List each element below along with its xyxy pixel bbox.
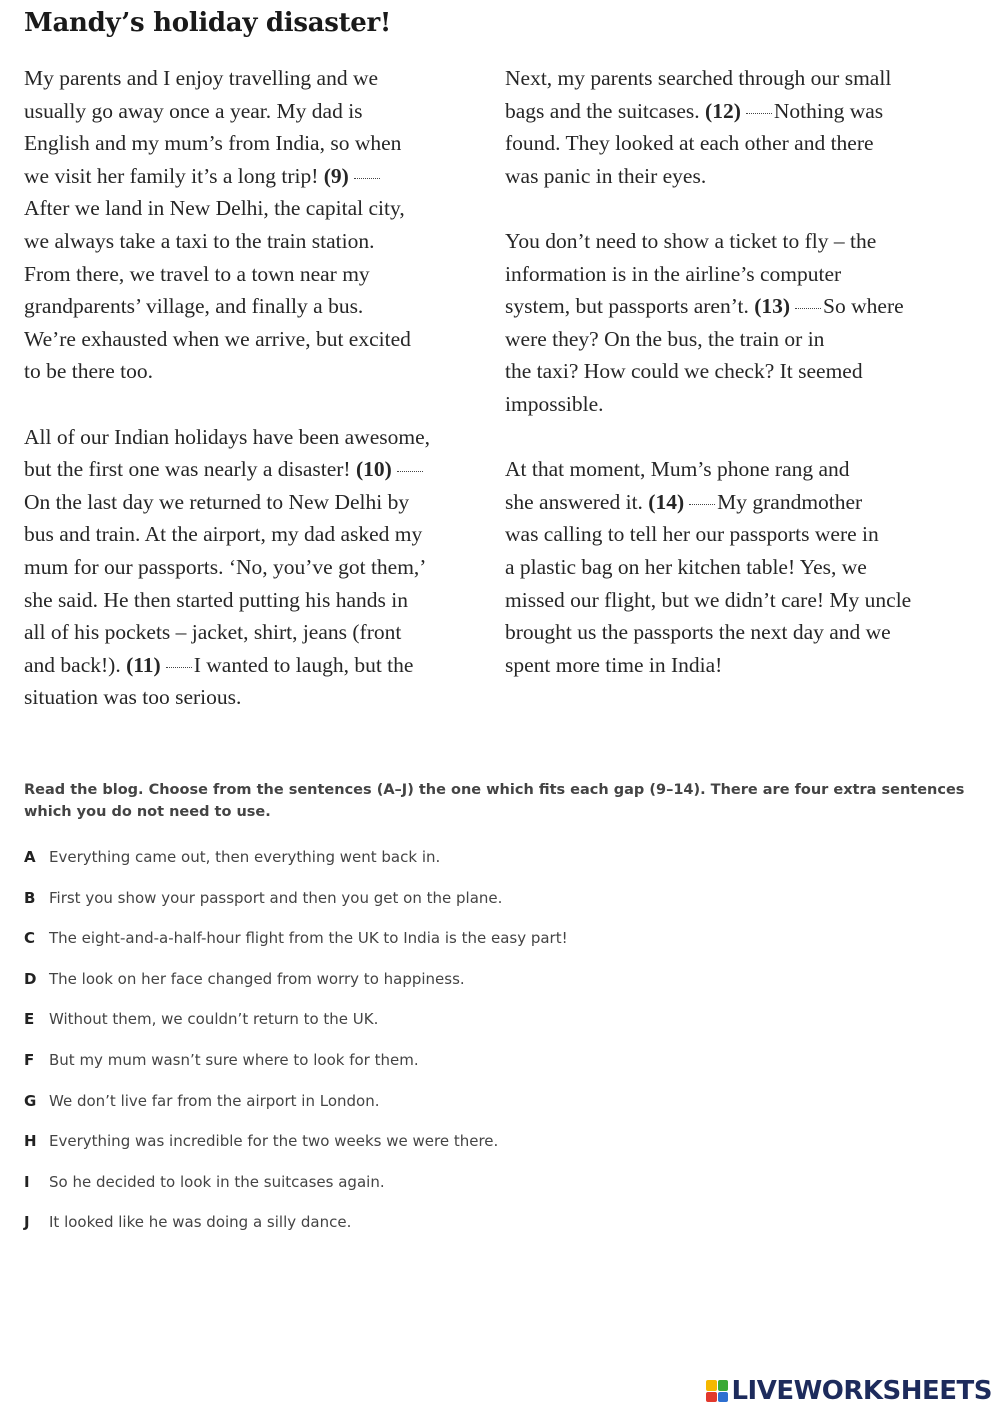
gap-number: (9) bbox=[323, 163, 349, 188]
option-text: Without them, we couldn’t return to the UK. bbox=[49, 1010, 379, 1029]
article-line: Next, my parents searched through our small bbox=[505, 66, 892, 90]
answer-option bbox=[24, 1090, 568, 1131]
option-text: We don’t live far from the airport in London. bbox=[49, 1091, 380, 1110]
article-line: At that moment, Mum’s phone rang and bbox=[505, 457, 850, 482]
article-line: usually go away once a year. My dad is bbox=[24, 98, 363, 123]
option-letter: A bbox=[24, 848, 36, 866]
article-line: You don’t need to show a ticket to fly – the bbox=[505, 228, 877, 253]
article-line: impossible. bbox=[505, 391, 604, 416]
gap-blank[interactable] bbox=[354, 177, 380, 179]
article-left-column bbox=[24, 62, 484, 746]
answer-option bbox=[24, 968, 568, 1009]
article-line bbox=[24, 160, 484, 193]
article-paragraph bbox=[505, 62, 975, 192]
article-line: After we land in New Delhi, the capital city, bbox=[24, 196, 405, 221]
article-line: a plastic bag on her kitchen table! Yes, we bbox=[505, 554, 867, 579]
line-text: Nothing was bbox=[773, 98, 884, 123]
answer-options-list bbox=[24, 846, 568, 1252]
option-text: So he decided to look in the suitcases again. bbox=[49, 1172, 385, 1191]
article-line bbox=[505, 486, 975, 519]
line-text: she answered it. bbox=[505, 489, 649, 514]
article-line: All of our Indian holidays have been awesome, bbox=[24, 424, 430, 449]
option-letter: D bbox=[24, 969, 37, 988]
article-line: situation was too serious. bbox=[24, 685, 242, 710]
article-line: On the last day we returned to New Delhi by bbox=[24, 489, 410, 514]
article-line: We’re exhausted when we arrive, but excited bbox=[24, 326, 411, 351]
answer-option bbox=[24, 1211, 568, 1252]
option-text: It looked like he was doing a silly dance. bbox=[49, 1213, 352, 1232]
article-paragraph bbox=[505, 453, 975, 681]
article-line: My parents and I enjoy travelling and we bbox=[24, 66, 379, 90]
line-text: and back!). bbox=[24, 652, 127, 677]
option-text: The look on her face changed from worry to happiness. bbox=[49, 969, 465, 988]
option-text: First you show your passport and then you get on the plane. bbox=[49, 888, 503, 907]
logo-text: LIVEWORKSHEETS bbox=[731, 1376, 992, 1406]
line-text: My grandmother bbox=[717, 489, 863, 514]
gap-number: (10) bbox=[355, 457, 392, 482]
article-line: to be there too. bbox=[24, 359, 153, 384]
task-instructions: Read the blog. Choose from the sentences (A–J) the one which fits each gap (9–14). There are four extra sentences which you do not need to use. bbox=[24, 782, 965, 820]
article-line: the taxi? How could we check? It seemed bbox=[505, 359, 863, 384]
logo-mark-icon bbox=[706, 1380, 728, 1402]
article-line bbox=[24, 453, 484, 486]
article-line: we always take a taxi to the train station. bbox=[24, 228, 375, 253]
answer-option bbox=[24, 887, 568, 928]
article-line bbox=[505, 95, 975, 128]
article-line: mum for our passports. ‘No, you’ve got them,’ bbox=[24, 554, 427, 579]
option-letter: G bbox=[24, 1091, 37, 1110]
line-text: bags and the suitcases. bbox=[505, 98, 706, 123]
article-line: English and my mum’s from India, so when bbox=[24, 131, 402, 156]
article-paragraph bbox=[24, 62, 484, 388]
article-line: grandparents’ village, and finally a bus. bbox=[24, 294, 364, 319]
answer-option bbox=[24, 1171, 568, 1212]
option-letter: F bbox=[24, 1050, 35, 1069]
article-line: brought us the passports the next day and we bbox=[505, 620, 891, 645]
article-line: From there, we travel to a town near my bbox=[24, 261, 370, 286]
answer-option bbox=[24, 1130, 568, 1171]
article-line bbox=[24, 649, 484, 682]
option-letter: I bbox=[24, 1172, 30, 1191]
line-text: So where bbox=[823, 294, 904, 319]
gap-number: (14) bbox=[648, 489, 685, 514]
line-text: we visit her family it’s a long trip! bbox=[24, 163, 324, 188]
article-right-column bbox=[505, 62, 975, 714]
gap-blank[interactable] bbox=[795, 307, 821, 309]
gap-number: (12) bbox=[705, 98, 741, 123]
article-line: was calling to tell her our passports were in bbox=[505, 522, 879, 547]
line-text: but the first one was nearly a disaster! bbox=[24, 457, 356, 482]
article-line bbox=[505, 290, 975, 323]
article-line: information is in the airline’s computer bbox=[505, 261, 842, 286]
article-line: she said. He then started putting his hands in bbox=[24, 587, 408, 612]
option-text: The eight-and-a-half-hour flight from the UK to India is the easy part! bbox=[49, 929, 568, 948]
gap-blank[interactable] bbox=[689, 503, 715, 505]
liveworksheets-logo bbox=[706, 1376, 992, 1406]
gap-blank[interactable] bbox=[166, 666, 192, 668]
line-text: system, but passports aren’t. bbox=[505, 294, 755, 319]
gap-blank[interactable] bbox=[397, 470, 423, 472]
option-letter: B bbox=[24, 888, 36, 907]
article-line: all of his pockets – jacket, shirt, jeans (front bbox=[24, 620, 402, 645]
option-letter: C bbox=[24, 929, 36, 948]
article-paragraph bbox=[24, 421, 484, 714]
answer-option bbox=[24, 1008, 568, 1049]
article-line: missed our flight, but we didn’t care! My uncle bbox=[505, 587, 912, 612]
gap-number: (13) bbox=[754, 294, 791, 319]
option-text: Everything came out, then everything went back in. bbox=[49, 848, 441, 866]
article-line: were they? On the bus, the train or in bbox=[505, 326, 825, 351]
option-letter: H bbox=[24, 1132, 37, 1151]
answer-option bbox=[24, 846, 568, 887]
article-paragraph bbox=[505, 225, 975, 421]
option-letter: E bbox=[24, 1010, 35, 1029]
article-line: bus and train. At the airport, my dad asked my bbox=[24, 522, 423, 547]
answer-option bbox=[24, 927, 568, 968]
gap-blank[interactable] bbox=[746, 112, 772, 114]
page-title: Mandy’s holiday disaster! bbox=[24, 8, 392, 38]
gap-number: (11) bbox=[126, 652, 161, 677]
option-text: But my mum wasn’t sure where to look for them. bbox=[49, 1050, 419, 1069]
article-line: was panic in their eyes. bbox=[505, 163, 707, 188]
article-line: spent more time in India! bbox=[505, 652, 723, 677]
line-text: I wanted to laugh, but the bbox=[193, 652, 414, 677]
article-line: found. They looked at each other and there bbox=[505, 131, 874, 156]
answer-option bbox=[24, 1049, 568, 1090]
option-text: Everything was incredible for the two weeks we were there. bbox=[49, 1132, 499, 1151]
option-letter: J bbox=[24, 1213, 30, 1232]
